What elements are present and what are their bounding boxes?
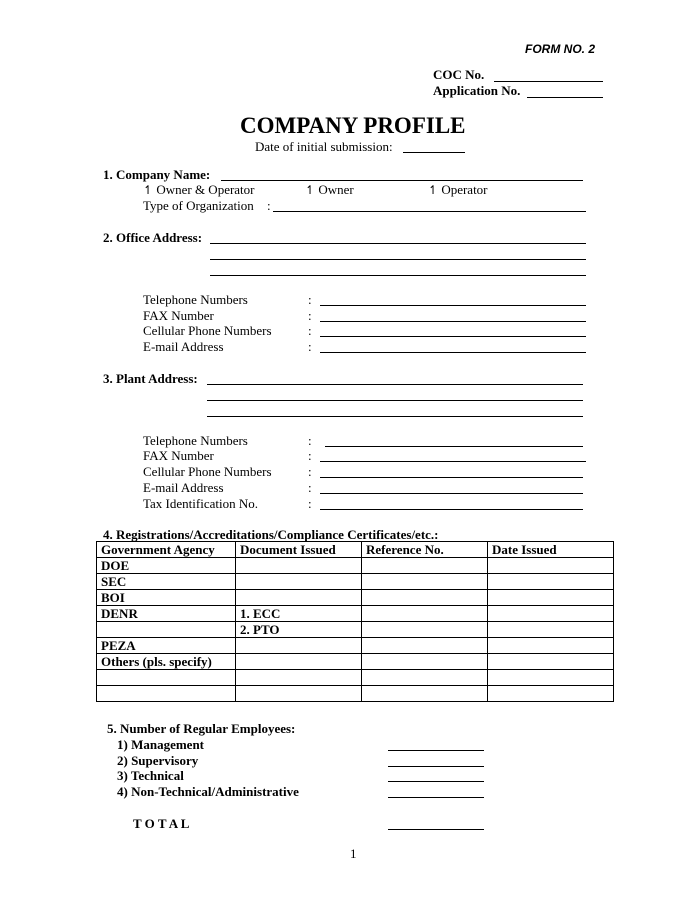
- total-field[interactable]: [388, 829, 484, 830]
- table-cell[interactable]: [362, 558, 488, 574]
- organization-type-label: Type of Organization: [143, 198, 254, 213]
- colon: :: [308, 448, 312, 463]
- option-owner[interactable]: [305, 182, 354, 198]
- option-owner-operator[interactable]: [143, 182, 255, 198]
- colon: :: [308, 496, 312, 511]
- table-cell[interactable]: [362, 638, 488, 654]
- plant-address-field-3[interactable]: [207, 416, 583, 417]
- table-cell[interactable]: [488, 574, 614, 590]
- colon: :: [308, 292, 312, 307]
- application-label: Application No.: [433, 83, 521, 98]
- plant-email-field[interactable]: [320, 493, 583, 494]
- checkbox-icon[interactable]: ↿: [305, 183, 316, 197]
- column-header-agency: Government Agency: [97, 542, 236, 558]
- coc-field[interactable]: [494, 81, 603, 82]
- office-email-label: E-mail Address: [143, 339, 224, 354]
- plant-cellular-label: Cellular Phone Numbers: [143, 464, 272, 479]
- company-name-field[interactable]: [221, 180, 583, 181]
- form-number: FORM NO. 2: [525, 42, 596, 56]
- table-cell[interactable]: SEC: [97, 574, 236, 590]
- office-cellular-field[interactable]: [320, 336, 586, 337]
- checkbox-icon[interactable]: ↿: [143, 183, 154, 197]
- date-label: Date of initial submission:: [255, 139, 393, 154]
- table-cell[interactable]: [362, 654, 488, 670]
- table-cell[interactable]: [488, 638, 614, 654]
- plant-tin-label: Tax Identification No.: [143, 496, 258, 511]
- table-cell[interactable]: [362, 670, 488, 686]
- option-label: Operator: [441, 182, 488, 197]
- table-cell[interactable]: [236, 654, 362, 670]
- office-cellular-label: Cellular Phone Numbers: [143, 323, 272, 338]
- table-row: [97, 558, 614, 574]
- table-cell[interactable]: [488, 654, 614, 670]
- column-header-date: Date Issued: [488, 542, 614, 558]
- table-cell[interactable]: PEZA: [97, 638, 236, 654]
- table-cell[interactable]: [97, 686, 236, 702]
- employees-management-field[interactable]: [388, 750, 484, 751]
- table-row: [97, 670, 614, 686]
- table-row: [97, 606, 614, 622]
- table-cell[interactable]: [488, 670, 614, 686]
- table-cell[interactable]: DOE: [97, 558, 236, 574]
- table-header-row: [97, 542, 614, 558]
- table-cell[interactable]: [236, 670, 362, 686]
- plant-telephone-field[interactable]: [325, 446, 583, 447]
- table-cell[interactable]: [362, 590, 488, 606]
- office-telephone-label: Telephone Numbers: [143, 292, 248, 307]
- application-field[interactable]: [527, 97, 603, 98]
- table-cell[interactable]: [488, 686, 614, 702]
- table-row: [97, 638, 614, 654]
- date-field[interactable]: [403, 152, 465, 153]
- table-cell[interactable]: [97, 670, 236, 686]
- option-label: Owner & Operator: [156, 182, 255, 197]
- table-cell[interactable]: 1. ECC: [236, 606, 362, 622]
- table-cell[interactable]: [362, 686, 488, 702]
- table-cell[interactable]: [97, 622, 236, 638]
- table-row: [97, 654, 614, 670]
- table-row: [97, 574, 614, 590]
- table-cell[interactable]: [488, 558, 614, 574]
- column-header-document: Document Issued: [236, 542, 362, 558]
- plant-address-field-2[interactable]: [207, 400, 583, 401]
- option-operator[interactable]: [428, 182, 488, 198]
- table-cell[interactable]: [362, 622, 488, 638]
- office-email-field[interactable]: [320, 352, 586, 353]
- table-row: [97, 590, 614, 606]
- office-address-label: 2. Office Address:: [103, 230, 203, 245]
- plant-address-label: 3. Plant Address:: [103, 371, 198, 386]
- table-cell[interactable]: [236, 558, 362, 574]
- colon: :: [267, 198, 271, 213]
- organization-type-field[interactable]: [273, 211, 586, 212]
- page-title: COMPANY PROFILE: [240, 113, 466, 138]
- table-cell[interactable]: BOI: [97, 590, 236, 606]
- colon: :: [308, 433, 312, 448]
- employees-label: 5. Number of Regular Employees:: [107, 721, 296, 736]
- table-cell[interactable]: [236, 686, 362, 702]
- column-header-reference: Reference No.: [362, 542, 488, 558]
- colon: :: [308, 464, 312, 479]
- employees-supervisory-label: 2) Supervisory: [117, 753, 199, 768]
- colon: :: [308, 480, 312, 495]
- coc-label: COC No.: [433, 67, 485, 82]
- page-number: 1: [350, 846, 357, 861]
- company-name-label: 1. Company Name:: [103, 167, 211, 182]
- plant-address-field-1[interactable]: [207, 384, 583, 385]
- office-fax-field[interactable]: [320, 321, 586, 322]
- table-cell[interactable]: 2. PTO: [236, 622, 362, 638]
- plant-tin-field[interactable]: [320, 509, 583, 510]
- employees-nontechnical-field[interactable]: [388, 797, 484, 798]
- office-address-field-2[interactable]: [210, 259, 586, 260]
- table-cell[interactable]: Others (pls. specify): [97, 654, 236, 670]
- office-address-field-1[interactable]: [210, 243, 586, 244]
- plant-fax-field[interactable]: [320, 461, 586, 462]
- plant-email-label: E-mail Address: [143, 480, 224, 495]
- office-address-field-3[interactable]: [210, 275, 586, 276]
- colon: :: [308, 308, 312, 323]
- table-cell[interactable]: [236, 638, 362, 654]
- table-row: [97, 686, 614, 702]
- table-row: [97, 622, 614, 638]
- office-fax-label: FAX Number: [143, 308, 214, 323]
- employees-management-label: 1) Management: [117, 737, 205, 752]
- employees-nontechnical-label: 4) Non-Technical/Administrative: [117, 784, 299, 799]
- table-cell[interactable]: [362, 574, 488, 590]
- total-label: T O T A L: [133, 816, 190, 831]
- table-cell[interactable]: [488, 590, 614, 606]
- registrations-table: [96, 541, 614, 702]
- option-label: Owner: [318, 182, 354, 197]
- table-cell[interactable]: [362, 606, 488, 622]
- colon: :: [308, 323, 312, 338]
- employees-supervisory-field[interactable]: [388, 766, 484, 767]
- table-cell[interactable]: [236, 590, 362, 606]
- employees-technical-label: 3) Technical: [117, 768, 184, 783]
- table-cell[interactable]: DENR: [97, 606, 236, 622]
- checkbox-icon[interactable]: ↿: [428, 183, 439, 197]
- colon: :: [308, 339, 312, 354]
- table-cell[interactable]: [236, 574, 362, 590]
- office-telephone-field[interactable]: [320, 305, 586, 306]
- plant-telephone-label: Telephone Numbers: [143, 433, 248, 448]
- registrations-label: 4. Registrations/Accreditations/Compliance Certificates/etc.:: [103, 527, 439, 542]
- plant-cellular-field[interactable]: [320, 477, 583, 478]
- table-cell[interactable]: [488, 606, 614, 622]
- table-cell[interactable]: [488, 622, 614, 638]
- plant-fax-label: FAX Number: [143, 448, 214, 463]
- employees-technical-field[interactable]: [388, 781, 484, 782]
